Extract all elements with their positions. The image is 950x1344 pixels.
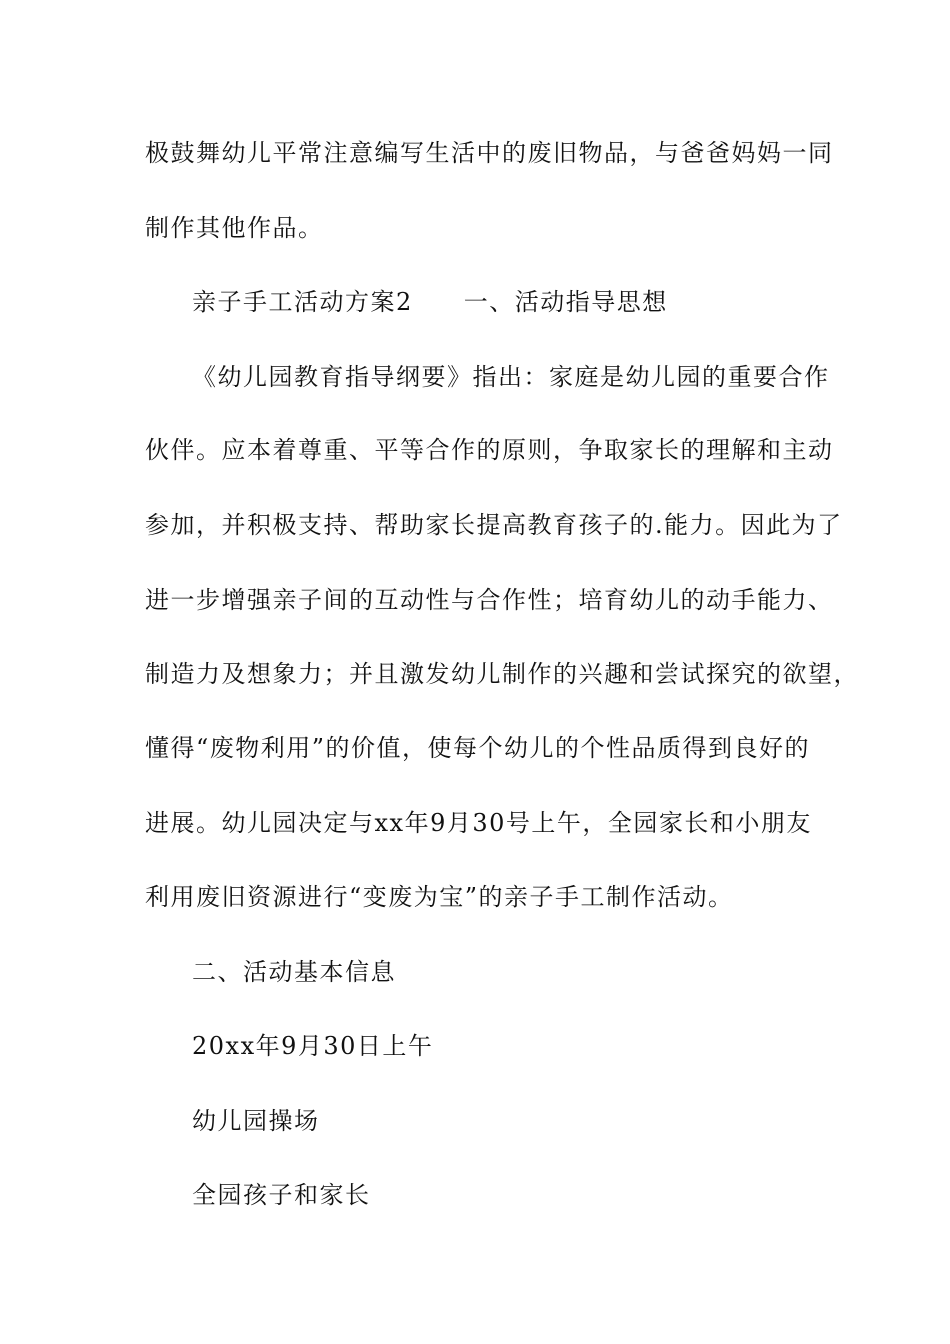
paragraph-line: 进一步增强亲子间的互动性与合作性；培育幼儿的动手能力、 [145,586,834,614]
paragraph-line: 利用废旧资源进行“变废为宝”的亲子手工制作活动。 [145,883,734,911]
paragraph-line: 极鼓舞幼儿平常注意编写生活中的废旧物品，与爸爸妈妈一同 [145,139,834,167]
paragraph-line: 《幼儿园教育指导纲要》指出：家庭是幼儿园的重要合作 [192,363,830,391]
paragraph-line: 懂得“废物利用”的价值，使每个幼儿的个性品质得到良好的 [145,734,811,762]
info-participants: 全园孩子和家长 [192,1181,371,1209]
info-date: 20xx年9月30日上午 [192,1032,434,1060]
section-heading: 二、活动基本信息 [192,958,396,986]
section-heading: 亲子手工活动方案2 一、活动指导思想 [192,288,668,316]
paragraph-line: 进展。幼儿园决定与xx年9月30号上午，全园家长和小朋友 [145,809,812,837]
paragraph-line: 制作其他作品。 [145,214,324,242]
paragraph-line: 参加，并积极支持、帮助家长提高教育孩子的.能力。因此为了 [145,511,843,539]
paragraph-line: 制造力及想象力；并且激发幼儿制作的兴趣和尝试探究的欲望， [145,660,859,688]
info-location: 幼儿园操场 [192,1107,320,1135]
paragraph-line: 伙伴。应本着尊重、平等合作的原则，争取家长的理解和主动 [145,436,834,464]
